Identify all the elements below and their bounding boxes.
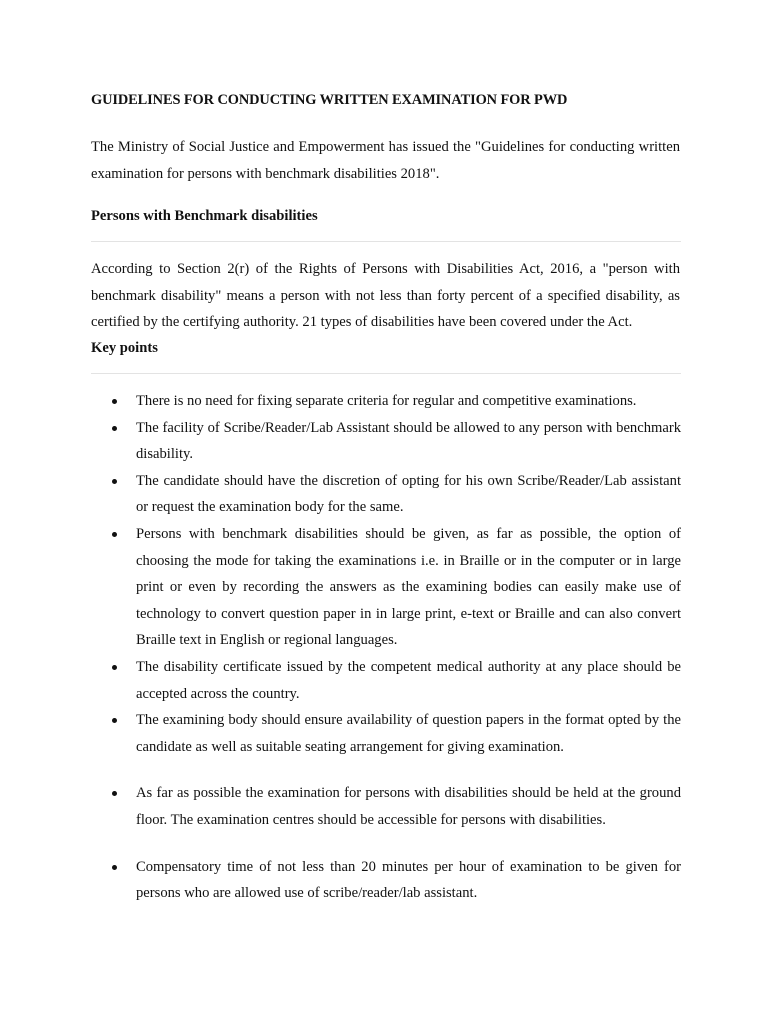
list-item-text: As far as possible the examination for persons with disabilities should be held at the ground floor. The examination centres should be accessible for persons with disabilities. (136, 785, 681, 828)
bullet-icon (112, 791, 117, 796)
list-item-text: The facility of Scribe/Reader/Lab Assistant should be allowed to any person with benchmark disability. (136, 419, 681, 463)
list-item-text: The disability certificate issued by the competent medical authority at any place should be accepted across the country. (136, 658, 681, 702)
section-divider (91, 373, 681, 374)
list-item-text: Persons with benchmark disabilities should be given, as far as possible, the option of choosing the mode for taking the examinations i.e. in Braille or in the computer or in large print or even by recording the answers as the examining bodies can easily make use of technology to convert question paper in in large print, e-text or Braille and can also convert Braille text in English or regional languages. (136, 525, 681, 649)
bullet-icon (112, 865, 117, 870)
list-item (91, 388, 681, 415)
list-item (91, 415, 681, 468)
key-points-list (91, 388, 681, 907)
bullet-icon (112, 479, 117, 484)
list-item (91, 780, 681, 833)
benchmark-heading: Persons with Benchmark disabilities (91, 208, 318, 224)
list-item (91, 468, 681, 521)
list-item-text: The examining body should ensure availability of question papers in the format opted by the candidate as well as suitable seating arrangement for giving examination. (136, 712, 681, 755)
key-points-heading: Key points (91, 340, 158, 356)
bullet-icon (112, 718, 117, 723)
intro-paragraph: The Ministry of Social Justice and Empowerment has issued the "Guidelines for conducting written examination for persons with benchmark disabilities 2018". (91, 139, 680, 182)
document-title: GUIDELINES FOR CONDUCTING WRITTEN EXAMINATION FOR PWD (91, 92, 568, 108)
bullet-icon (112, 426, 117, 431)
section-divider (91, 241, 681, 242)
list-item-text: The candidate should have the discretion of opting for his own Scribe/Reader/Lab assistant or request the examination body for the same. (136, 472, 681, 516)
list-item-text: Compensatory time of not less than 20 minutes per hour of examination to be given for persons who are allowed use of scribe/reader/lab assistant. (136, 858, 681, 902)
bullet-icon (112, 399, 117, 404)
bullet-icon (112, 532, 117, 537)
list-item (91, 654, 681, 707)
list-item (91, 521, 681, 654)
list-item (91, 707, 681, 760)
list-item (91, 854, 681, 907)
bullet-icon (112, 665, 117, 670)
list-item-text: There is no need for fixing separate criteria for regular and competitive examinations. (136, 393, 637, 409)
benchmark-definition: According to Section 2(r) of the Rights of Persons with Disabilities Act, 2016, a "person with benchmark disability" means a person with not less than forty percent of a specified disability, as certified by the certifying authority. 21 types of disabilities have been covered under the Act. (91, 261, 680, 330)
